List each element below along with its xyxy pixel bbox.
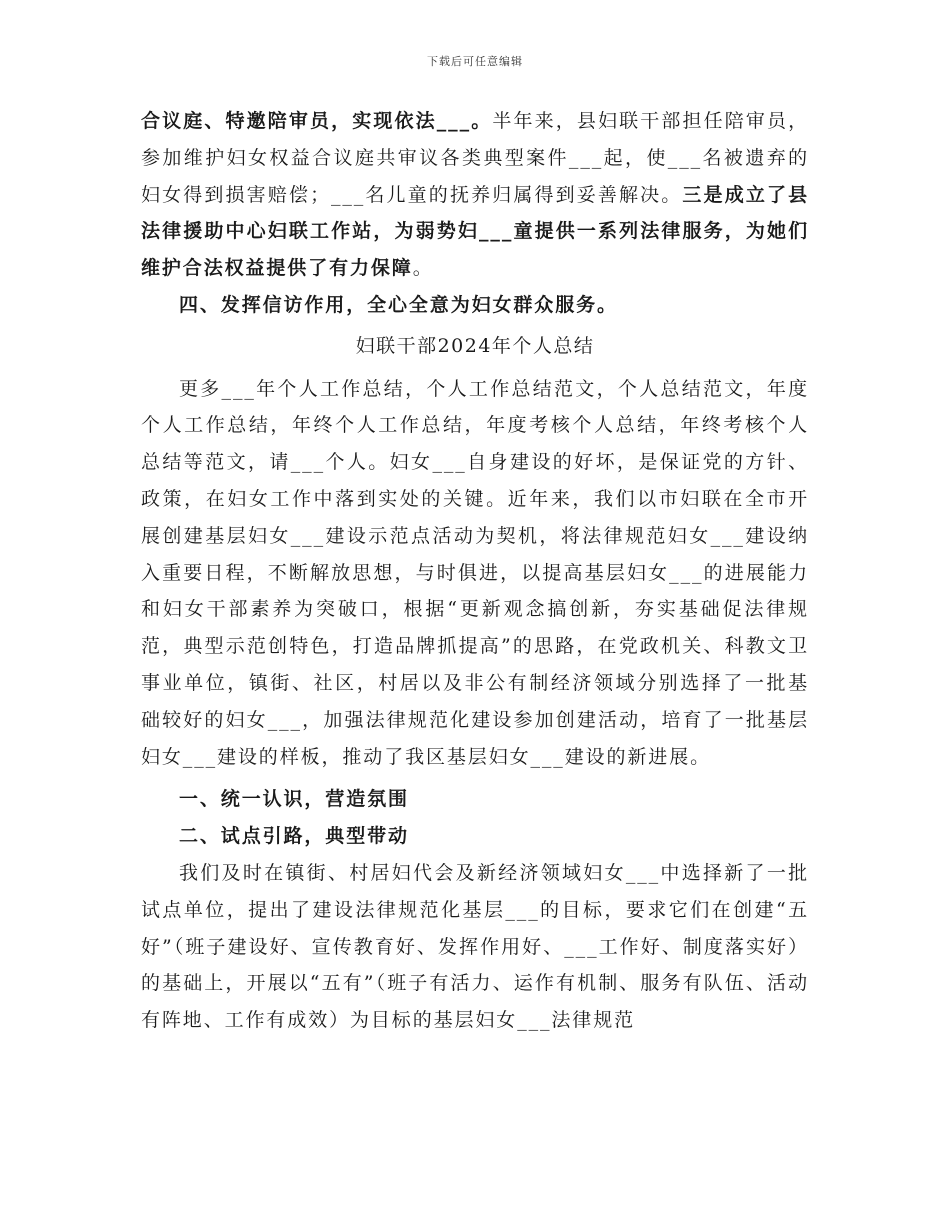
heading-section-four: 四、发挥信访作用，全心全意为妇女群众服务。 bbox=[179, 293, 618, 316]
article-title: 妇联干部2024年个人总结 bbox=[355, 334, 595, 357]
paragraph-pilot-units: 我们及时在镇街、村居妇代会及新经济领域妇女___中选择新了一批试点单位，提出了建设法律规范化基层___的目标，要求它们在创建“五好”（班子建设好、宣传教育好、发挥作用好、___工作好、制度落实好）的基础上，开展以“五有”（班子有活力、运作有机制、服务有队伍、活动有阵地、工作有成效）为目标的基层妇女___法律规范 bbox=[141, 861, 809, 1032]
paragraph-intro: 更多___年个人工作总结，个人工作总结范文，个人总结范文，年度个人工作总结，年终个人工作总结，年度考核个人总结，年终考核个人总结等范文，请___个人。妇女___自身建设的好坏，是保证党的方针、政策，在妇女工作中落到实处的关键。近年来，我们以市妇联在全市开展创建基层妇女___建设示范点活动为契机，将法律规范妇女___建设纳入重要日程，不断解放思想，与时俱进，以提高基层妇女___的进展能力和妇女干部素养为突破口，根据“更新观念搞创新，夯实基础促法律规范，典型示范创特色，打造品牌抓提高”的思路，在党政机关、科教文卫事业单位，镇街、社区，村居以及非公有制经济领域分别选择了一批基础较好的妇女___，加强法律规范化建设参加创建活动，培育了一批基层妇女___建设的样板，推动了我区基层妇女___建设的新进展。 bbox=[141, 377, 809, 768]
page-header-note: 下载后可任意编辑 bbox=[427, 55, 523, 68]
bold-text-jury: 合议庭、特邀陪审员，实现依法___。 bbox=[141, 110, 493, 132]
normal-text-cases: 半年来，县妇联干部担任陪审员，参加维护妇女权益合议庭共审议各类典型案件___起，使___名被遗弃的妇女得到损害赔偿；___名儿童的抚养归属得到妥善解决。 bbox=[141, 110, 809, 206]
document-body bbox=[141, 103, 809, 1039]
heading-section-two: 二、试点引路，典型带动 bbox=[179, 825, 409, 848]
bold-text-legal-aid: 三是成立了县法律援助中心妇联工作站，为弱势妇___童提供一系列法律服务，为她们维护合法权益提供了有力保障 bbox=[141, 183, 809, 280]
heading-section-one: 一、统一认识，营造氛围 bbox=[179, 788, 409, 811]
paragraph-end-mark: 。 bbox=[412, 257, 434, 280]
paragraph-legal-support bbox=[141, 103, 809, 287]
